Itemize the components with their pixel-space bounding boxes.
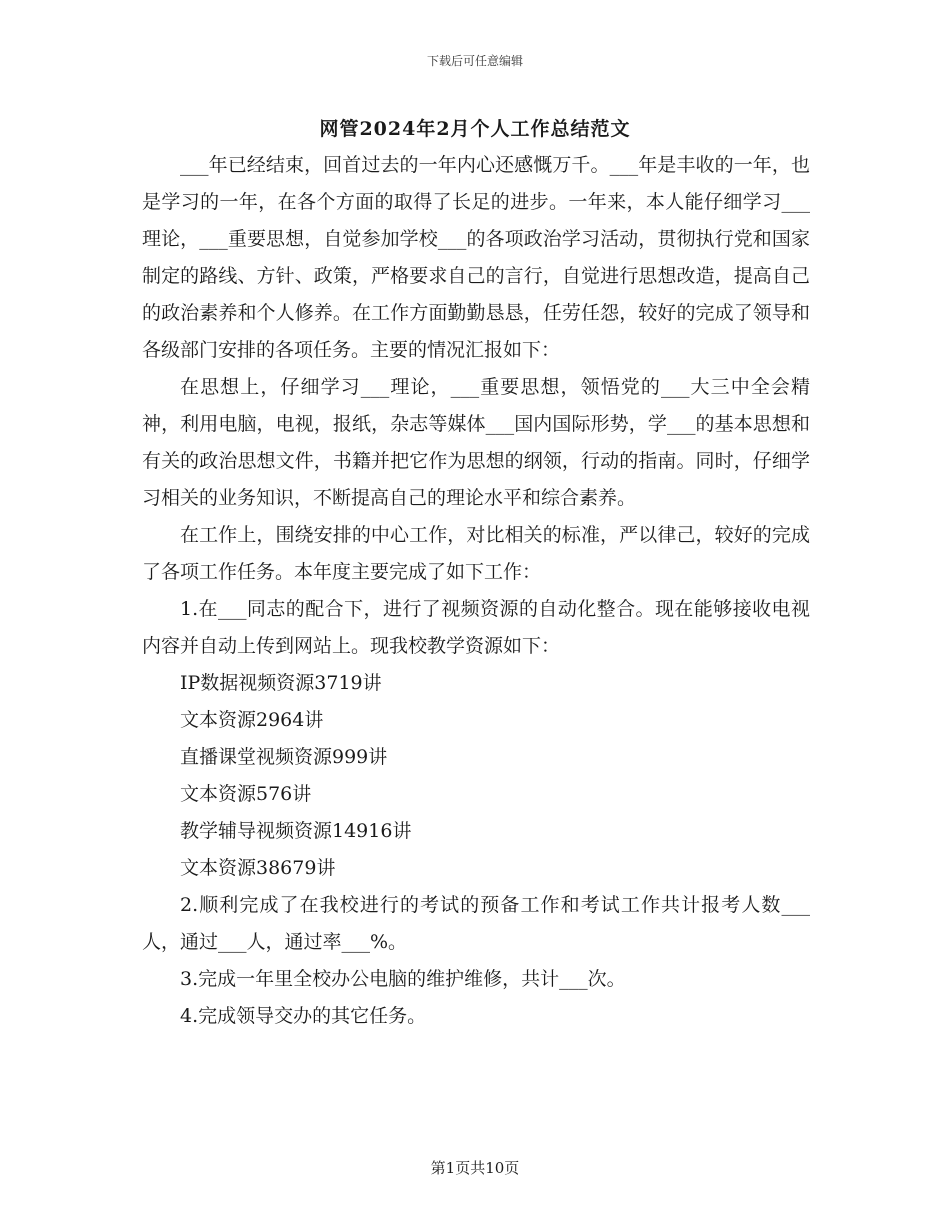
resource-item: 文本资源2964讲 (180, 709, 324, 731)
paragraph-work: 在工作上，围绕安排的中心工作，对比相关的标准，严以律己，较好的完成了各项工作任务。本年度主要完成了如下工作： (142, 524, 810, 583)
resource-item: 文本资源38679讲 (180, 857, 336, 879)
resource-item: 教学辅导视频资源14916讲 (180, 820, 412, 842)
document-title: 网管2024年2月个人工作总结范文 (319, 118, 631, 140)
task-item-4: 4.完成领导交办的其它任务。 (180, 1005, 427, 1027)
paragraph-intro: ___年已经结束，回首过去的一年内心还感慨万千。___年是丰收的一年，也是学习的一年，在各个方面的取得了长足的进步。一年来，本人能仔细学习___理论，___重要思想，自觉参加学校___的各项政治学习活动，贯彻执行党和国家制定的路线、方针、政策，严格要求自己的言行，自觉进行思想改造，提高自己的政治素养和个人修养。在工作方面勤勤恳恳，任劳任怨，较好的完成了领导和各级部门安排的各项任务。主要的情况汇报如下： (142, 154, 810, 361)
resource-item: 文本资源576讲 (180, 783, 312, 805)
task-item-2: 2.顺利完成了在我校进行的考试的预备工作和考试工作共计报考人数___人，通过___人，通过率___%。 (142, 894, 810, 953)
task-item-1: 1.在___同志的配合下，进行了视频资源的自动化整合。现在能够接收电视内容并自动上传到网站上。现我校教学资源如下： (142, 598, 810, 657)
resource-item: IP数据视频资源3719讲 (180, 672, 382, 694)
paragraph-thought: 在思想上，仔细学习___理论，___重要思想，领悟党的___大三中全会精神，利用电脑，电视，报纸，杂志等媒体___国内国际形势，学___的基本思想和有关的政治思想文件，书籍并把它作为思想的纲领，行动的指南。同时，仔细学习相关的业务知识，不断提高自己的理论水平和综合素养。 (142, 376, 810, 509)
header-note: 下载后可任意编辑 (426, 54, 523, 68)
resource-item: 直播课堂视频资源999讲 (180, 746, 388, 768)
page-number: 第1页共10页 (430, 1159, 520, 1177)
document-body (142, 147, 810, 1035)
task-item-3: 3.完成一年里全校办公电脑的维护维修，共计___次。 (180, 968, 626, 990)
